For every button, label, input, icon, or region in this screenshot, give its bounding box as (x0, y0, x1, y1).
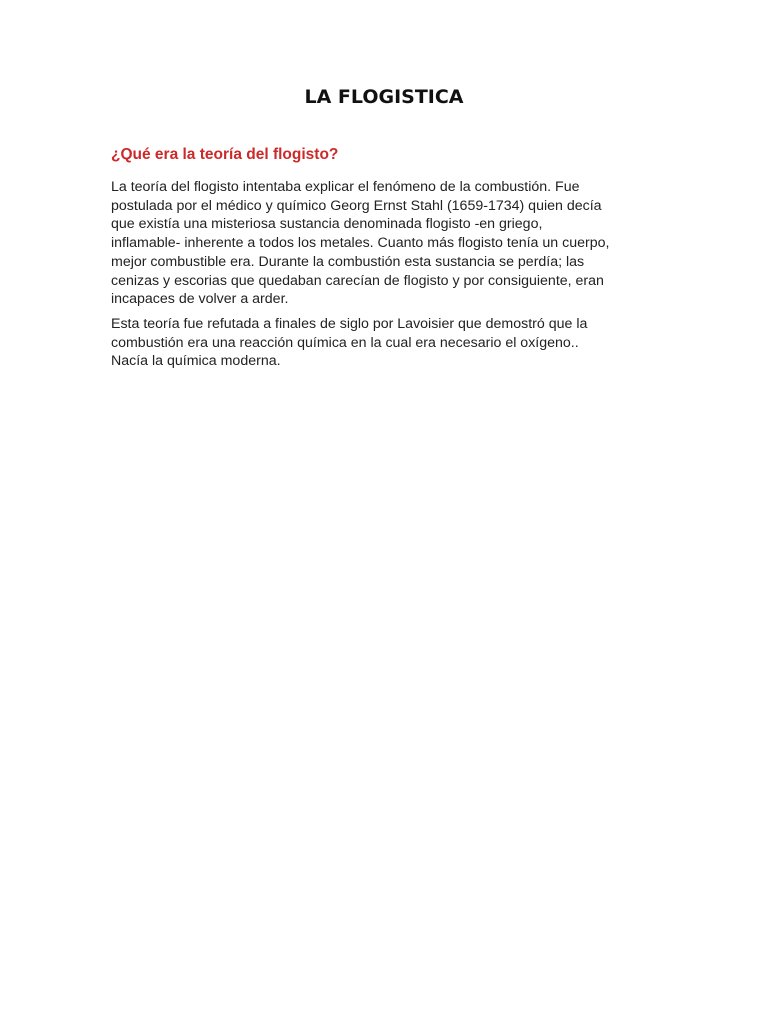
paragraph-line: que existía una misteriosa sustancia denominada flogisto -en griego, (111, 216, 543, 233)
paragraph-line: Nacía la química moderna. (111, 353, 281, 370)
paragraph-line: Esta teoría fue refutada a finales de siglo por Lavoisier que demostró que la (111, 316, 588, 332)
paragraph-line: postulada por el médico y químico Georg Ernst Stahl (1659-1734) quien decía (111, 197, 602, 214)
paragraph-line: combustión era una reacción química en la cual era necesario el oxígeno.. (111, 334, 579, 351)
paragraph-line: inflamable- inherente a todos los metales. Cuanto más flogisto tenía un cuerpo, (111, 235, 610, 252)
page-title: LA FLOGISTICA (304, 86, 464, 108)
paragraph-line: cenizas y escorias que quedaban carecían de flogisto y por consiguiente, eran (111, 272, 604, 289)
paragraph-line: mejor combustible era. Durante la combustión esta sustancia se perdía; las (111, 253, 585, 270)
paragraph-2 (111, 315, 671, 371)
paragraph-1 (111, 178, 671, 309)
paragraph-line: incapaces de volver a arder. (111, 291, 289, 308)
section-heading: ¿Qué era la teoría del flogisto? (111, 146, 339, 163)
paragraph-line: La teoría del flogisto intentaba explicar el fenómeno de la combustión. Fue (111, 179, 580, 195)
